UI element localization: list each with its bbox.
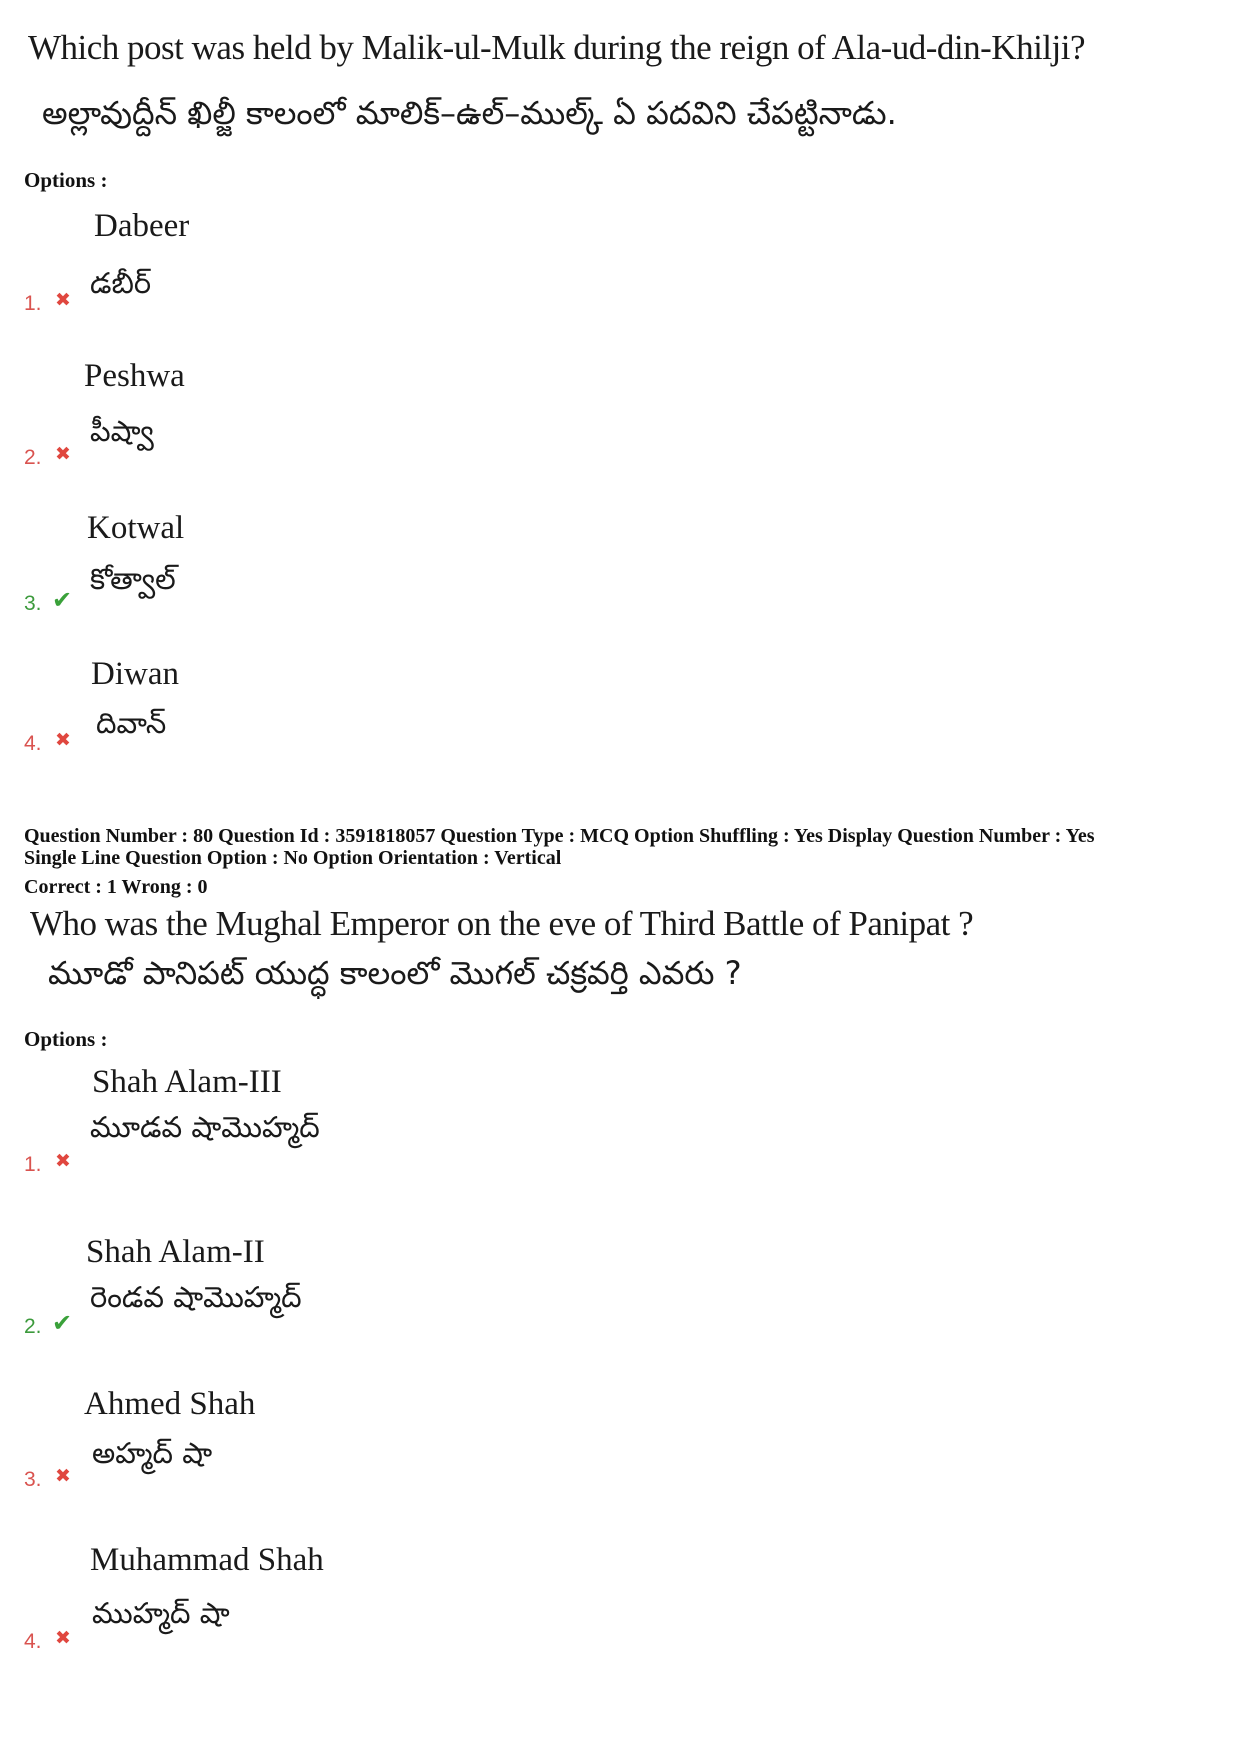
cross-icon: ✖ (55, 289, 71, 311)
question-text-telugu: అల్లావుద్దీన్ ఖిల్జీ కాలంలో మాలిక్–ఉల్–ముల్క్ ఏ పదవిని చేపట్టినాడు. (42, 94, 897, 132)
option-2-english: Peshwa (84, 358, 185, 394)
question-meta-line-2: Single Line Question Option : No Option Orientation : Vertical (24, 847, 562, 869)
cross-icon: ✖ (55, 729, 71, 751)
option-4-telugu: ముహ్మద్ షా (92, 1596, 230, 1630)
cross-icon: ✖ (55, 443, 71, 465)
question-text-telugu: మూడో పానిపట్ యుద్ధ కాలంలో మొగల్ చక్రవర్తి ఎవరు ? (48, 954, 742, 992)
option-4-english: Diwan (91, 656, 179, 692)
option-3-telugu: అహ్మద్ షా (92, 1436, 213, 1470)
option-2-telugu: పీష్వా (90, 414, 154, 448)
question-text-english: Who was the Mughal Emperor on the eve of Third Battle of Panipat ? (30, 904, 974, 943)
option-1-english: Shah Alam-III (92, 1064, 282, 1100)
option-2-telugu: రెండవ షామొహ్మద్ (90, 1280, 302, 1314)
option-1-number: 1. (24, 292, 42, 315)
option-1-telugu: డబీర్ (90, 266, 152, 300)
question-meta-line-1: Question Number : 80 Question Id : 3591818057 Question Type : MCQ Option Shuffling : Yes Display Question Number : Yes (24, 825, 1095, 847)
check-icon: ✔ (52, 1309, 73, 1337)
option-3-english: Kotwal (87, 510, 185, 546)
options-label: Options : (24, 1027, 108, 1051)
option-4-english: Muhammad Shah (90, 1542, 324, 1578)
option-3-number: 3. (24, 592, 42, 615)
options-label: Options : (24, 168, 108, 192)
option-4-number: 4. (24, 732, 42, 755)
option-4-number: 4. (24, 1630, 42, 1653)
option-2-number: 2. (24, 446, 42, 469)
cross-icon: ✖ (55, 1465, 71, 1487)
option-3-english: Ahmed Shah (84, 1386, 256, 1422)
option-1-number: 1. (24, 1153, 42, 1176)
question-text-english: Which post was held by Malik-ul-Mulk during the reign of Ala-ud-din-Khilji? (28, 28, 1086, 67)
cross-icon: ✖ (55, 1627, 71, 1649)
option-3-telugu: కోత్వాల్ (90, 562, 176, 596)
cross-icon: ✖ (55, 1150, 71, 1172)
check-icon: ✔ (52, 586, 73, 614)
option-1-english: Dabeer (94, 208, 190, 244)
option-3-number: 3. (24, 1468, 42, 1491)
marks-info: Correct : 1 Wrong : 0 (24, 876, 208, 898)
option-2-english: Shah Alam-II (86, 1234, 265, 1270)
option-1-telugu: మూడవ షామొహ్మద్ (90, 1110, 320, 1144)
option-2-number: 2. (24, 1315, 42, 1338)
option-4-telugu: దివాన్ (96, 706, 167, 740)
